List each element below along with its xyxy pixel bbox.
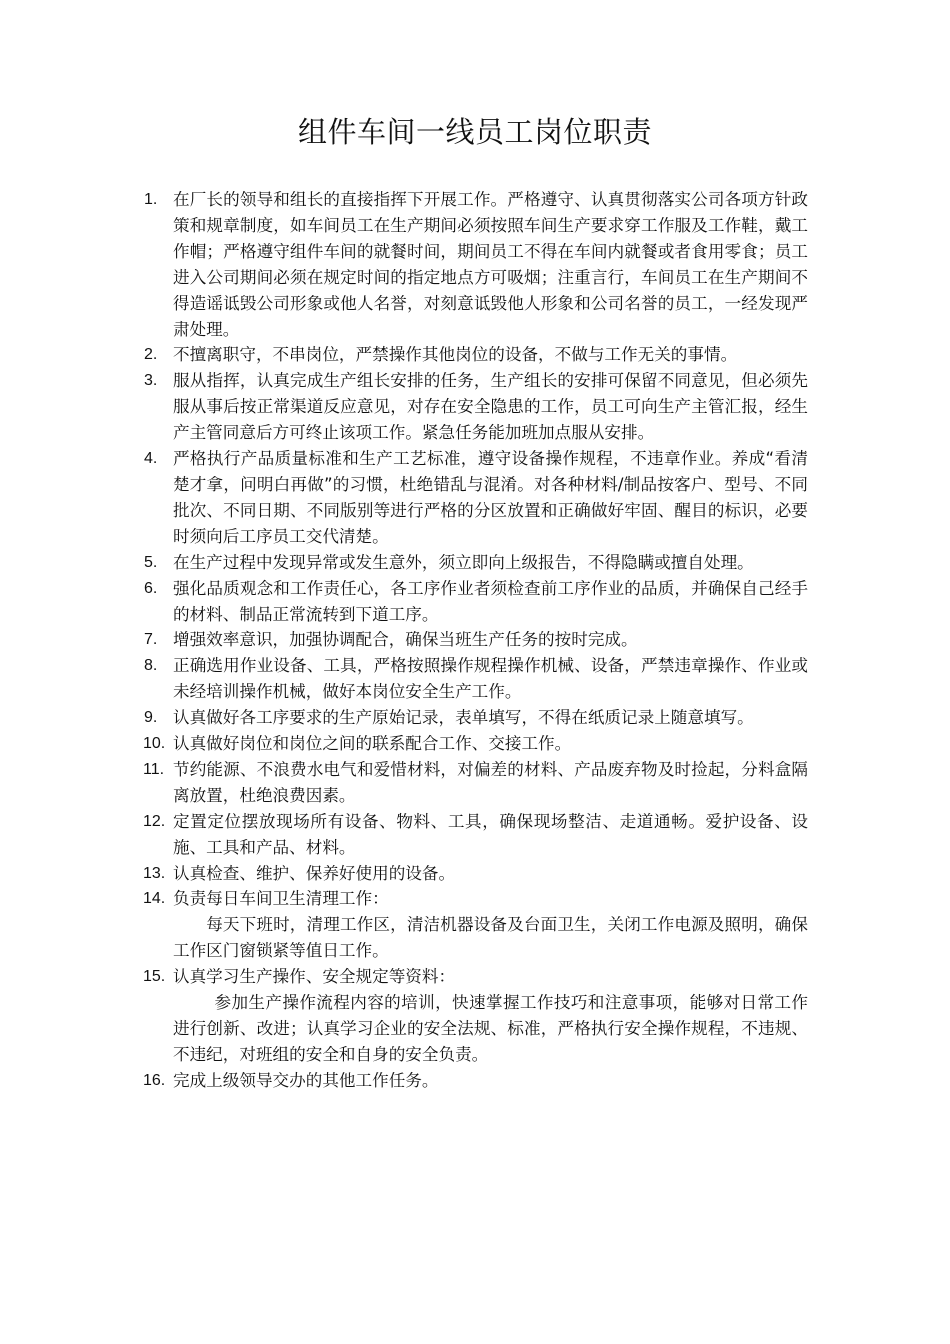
list-item (144, 861, 808, 887)
list-item (144, 964, 808, 1068)
item-number: 3. (144, 372, 158, 390)
item-text: 服从指挥，认真完成生产组长安排的任务，生产组长的安排可保留不同意见，但必须先服从事后按正常渠道反应意见，对存在安全隐患的工作，员工可向生产主管汇报，经生产主管同意后方可终止该项工作。紧急任务能加班加点服从安排。 (173, 371, 808, 443)
item-text: 节约能源、不浪费水电气和爱惜材料，对偏差的材料、产品废弃物及时捡起，分料盒隔离放置，杜绝浪费因素。 (173, 759, 808, 805)
item-number: 12. (143, 812, 166, 830)
item-number: 2. (144, 346, 158, 364)
list-item (144, 627, 808, 653)
item-text: 定置定位摆放现场所有设备、物料、工具，确保现场整洁、走道通畅。爱护设备、设施、工具和产品、材料。 (173, 811, 808, 857)
item-text: 认真做好各工序要求的生产原始记录，表单填写，不得在纸质记录上随意填写。 (173, 708, 754, 728)
item-number: 7. (144, 631, 158, 649)
item-text: 认真学习生产操作、安全规定等资料： (173, 967, 456, 987)
list-item (144, 368, 808, 446)
list-item (144, 342, 808, 368)
item-number: 13. (143, 864, 166, 882)
item-number: 16. (143, 1071, 166, 1089)
list-item (144, 757, 808, 809)
item-text: 不擅离职守，不串岗位，严禁操作其他岗位的设备，不做与工作无关的事情。 (173, 345, 738, 365)
item-text: 负责每日车间卫生清理工作： (173, 889, 389, 909)
item-number: 10. (143, 735, 166, 753)
item-subparagraph: 参加生产操作流程内容的培训，快速掌握工作技巧和注意事项，能够对日常工作进行创新、改进；认真学习企业的安全法规、标准，严格执行安全操作规程，不违规、不违纪，对班组的安全和自身的安全负责。 (173, 993, 808, 1064)
list-item (144, 550, 808, 576)
duty-list (144, 187, 808, 1094)
list-item (144, 809, 808, 861)
list-item (144, 187, 808, 342)
list-item (144, 1068, 808, 1094)
item-text: 完成上级领导交办的其他工作任务。 (173, 1070, 439, 1090)
item-number: 4. (144, 450, 158, 468)
item-number: 6. (144, 579, 158, 597)
list-item (144, 446, 808, 550)
item-text: 认真做好岗位和岗位之间的联系配合工作、交接工作。 (173, 734, 572, 754)
list-item (144, 731, 808, 757)
list-item (144, 705, 808, 731)
item-text: 增强效率意识，加强协调配合，确保当班生产任务的按时完成。 (173, 630, 638, 650)
page-title: 组件车间一线员工岗位职责 (297, 115, 652, 149)
item-text: 在生产过程中发现异常或发生意外，须立即向上级报告，不得隐瞒或擅自处理。 (173, 552, 754, 572)
list-item (144, 653, 808, 705)
list-item (144, 576, 808, 628)
list-item (144, 886, 808, 964)
item-text: 严格执行产品质量标准和生产工艺标准，遵守设备操作规程，不违章作业。养成“看清楚才拿，问明白再做”的习惯，杜绝错乱与混淆。对各种材料/制品按客户、型号、不同批次、不同日期、不同版别等进行严格的分区放置和正确做好牢固、醒目的标识，必要时须向后工序员工交代清楚。 (173, 449, 808, 546)
item-subparagraph: 每天下班时，清理工作区，清洁机器设备及台面卫生，关闭工作电源及照明，确保工作区门窗锁紧等值日工作。 (173, 915, 808, 961)
item-text: 强化品质观念和工作责任心，各工序作业者须检查前工序作业的品质，并确保自己经手的材料、制品正常流转到下道工序。 (173, 578, 808, 624)
item-text: 在厂长的领导和组长的直接指挥下开展工作。严格遵守、认真贯彻落实公司各项方针政策和规章制度，如车间员工在生产期间必须按照车间生产要求穿工作服及工作鞋，戴工作帽；严格遵守组件车间的就餐时间，期间员工不得在车间内就餐或者食用零食；员工进入公司期间必须在规定时间的指定地点方可吸烟；注重言行，车间员工在生产期间不得造谣诋毁公司形象或他人名誉，对刻意诋毁他人形象和公司名誉的员工，一经发现严肃处理。 (173, 190, 808, 339)
item-number: 11. (143, 760, 165, 778)
item-number: 9. (144, 709, 158, 727)
item-number: 5. (144, 553, 158, 571)
item-number: 8. (144, 657, 158, 675)
item-number: 14. (143, 890, 166, 908)
item-number: 15. (143, 968, 166, 986)
item-text: 认真检查、维护、保养好使用的设备。 (173, 863, 456, 883)
item-text: 正确选用作业设备、工具，严格按照操作规程操作机械、设备，严禁违章操作、作业或未经培训操作机械，做好本岗位安全生产工作。 (173, 656, 808, 702)
item-number: 1. (144, 191, 158, 208)
